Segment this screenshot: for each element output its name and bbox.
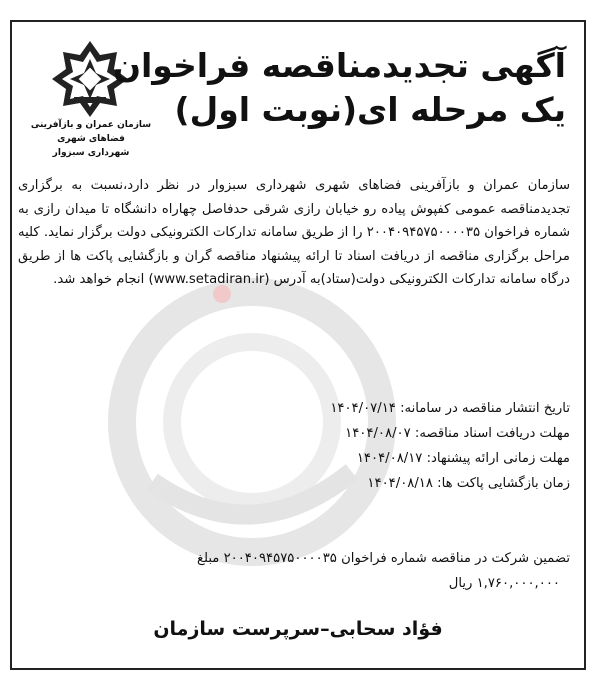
guarantee-block (18, 546, 570, 596)
submit-deadline: مهلت زمانی ارائه پیشنهاد: ۱۴۰۴/۰۸/۱۷ (356, 451, 570, 466)
opening-date: زمان بازگشایی پاکت ها: ۱۴۰۴/۰۸/۱۸ (367, 476, 570, 491)
receive-deadline: مهلت دریافت اسناد مناقصه: ۱۴۰۴/۰۸/۰۷ (345, 426, 570, 441)
logo-caption (26, 118, 156, 160)
logo-caption-line2: شهرداری سبزوار (52, 148, 130, 158)
signature: فؤاد سحابی–سرپرست سازمان (153, 618, 443, 640)
notice-body (18, 174, 570, 292)
guarantee-text: تضمین شرکت در مناقصه شماره فراخوان ۲۰۰۴۰۹۴۵۷۵۰۰۰۰۳۵ مبلغ (196, 551, 570, 566)
dates-list (18, 396, 570, 496)
body-paragraph: سازمان عمران و بازآفرینی فضاهای شهری شهرداری سبزوار در نظر دارد،نسبت به برگزاری تجدیدمناقصه عمومی کفپوش پیاده رو خیابان رازی شرقی حدفاصل چهاراه دانشگاه تا میدان رازی به شماره فراخوان ۲۰۰۴۰۹۴۵۷۵۰۰۰۰۳۵ را از طریق سامانه تدارکات الکترونیکی دولت برگزار نماید. کلیه مراحل برگزاری مناقصه از دریافت اسناد تا ارائه پیشنهاد مناقصه گران و بازگشایی پاکت ها از طریق درگاه سامانه تدارکات الکترونیکی دولت(ستاد)به آدرس (www.setadiran.ir) انجام خواهد شد. (18, 178, 570, 287)
guarantee-amount: ۱,۷۶۰,۰۰۰,۰۰۰ ریال (448, 576, 560, 591)
title-line-2: یک مرحله ای(نوبت اول) (174, 90, 566, 129)
logo-caption-line1: سازمان عمران و بازآفرینی فضاهای شهری (30, 120, 152, 144)
notice-frame (10, 20, 586, 670)
notice-title (112, 44, 566, 132)
publish-date: تاریخ انتشار مناقصه در سامانه: ۱۴۰۴/۰۷/۱۴ (330, 401, 570, 416)
title-line-1: آگهی تجدیدمناقصه فراخوان (112, 46, 566, 85)
